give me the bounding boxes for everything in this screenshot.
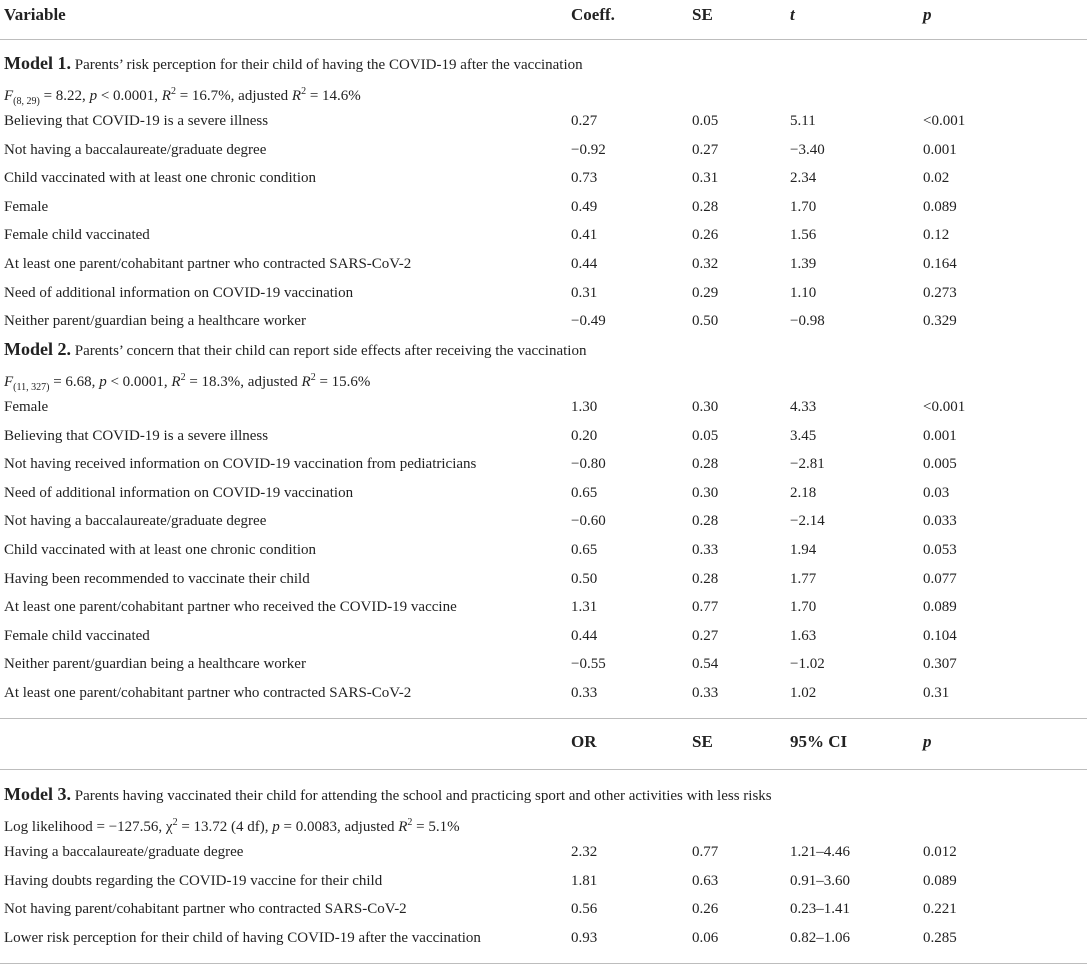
- cell-coeff: 0.44: [571, 627, 598, 644]
- cell-se: 0.28: [692, 456, 719, 473]
- header-divider: [0, 39, 1087, 40]
- cell-se: 0.26: [692, 227, 719, 244]
- cell-coeff: 1.30: [571, 399, 598, 415]
- cell-or: 1.81: [571, 872, 598, 889]
- table-row: [0, 422, 1091, 450]
- cell-p: 0.164: [923, 256, 957, 272]
- cell-se: 0.50: [692, 313, 719, 330]
- cell-p: 0.273: [923, 284, 957, 301]
- cell-p: <0.001: [923, 399, 966, 415]
- cell-coeff: −0.55: [571, 656, 606, 673]
- cell-se: 0.77: [692, 844, 719, 860]
- table-row: [0, 650, 1091, 678]
- cell-p: 0.104: [923, 627, 957, 644]
- table-row: [0, 393, 1091, 421]
- cell-t: 5.11: [790, 113, 816, 129]
- cell-variable: Female child vaccinated: [4, 227, 150, 244]
- table-row: [0, 479, 1091, 507]
- cell-se: 0.54: [692, 656, 719, 673]
- table-row: [0, 193, 1091, 221]
- table-row: [0, 565, 1091, 593]
- cell-variable: Child vaccinated with at least one chronic condition: [4, 542, 316, 558]
- table-header: [0, 0, 1091, 32]
- cell-ci: 0.91–3.60: [790, 872, 850, 889]
- cell-p: 0.077: [923, 570, 957, 587]
- cell-se: 0.28: [692, 198, 719, 215]
- header-or: OR: [571, 732, 597, 751]
- cell-t: 1.10: [790, 284, 817, 301]
- model1-title-row: [0, 49, 1091, 77]
- cell-variable: Female: [4, 399, 49, 415]
- model1-stats: $F_{(8, 29)} = 8.22$, p < 0.0001, $R^2 = 16.7\%$, adjusted $R^2 = 14.6\%$: [4, 86, 361, 107]
- cell-p: 0.033: [923, 513, 957, 530]
- cell-t: 1.70: [790, 599, 817, 616]
- table-row: [0, 107, 1091, 135]
- cell-p: 0.02: [923, 170, 950, 187]
- cell-p: 0.012: [923, 844, 957, 860]
- cell-se: 0.27: [692, 141, 719, 158]
- table-row: [0, 450, 1091, 478]
- cell-p: 0.31: [923, 685, 950, 701]
- cell-coeff: 0.27: [571, 113, 598, 129]
- table-row: [0, 593, 1091, 621]
- model1-description: Parents’ risk perception for their child of having the COVID-19 after the vaccination: [74, 57, 583, 73]
- table-row: [0, 622, 1091, 650]
- cell-se: 0.28: [692, 513, 719, 530]
- header2-divider: [0, 769, 1087, 770]
- cell-p: 0.329: [923, 313, 957, 330]
- cell-variable: Need of additional information on COVID-19 vaccination: [4, 284, 354, 301]
- cell-coeff: 0.44: [571, 256, 598, 272]
- cell-t: 2.34: [790, 170, 817, 187]
- table-row: [0, 867, 1091, 895]
- cell-variable: Neither parent/guardian being a healthcare worker: [4, 656, 306, 673]
- cell-t: 4.33: [790, 399, 817, 415]
- cell-variable: Not having received information on COVID-19 vaccination from pediatricians: [4, 456, 477, 473]
- cell-se: 0.05: [692, 113, 719, 129]
- cell-variable: At least one parent/cohabitant partner who received the COVID-19 vaccine: [4, 599, 457, 616]
- cell-p: 0.005: [923, 456, 957, 473]
- cell-p: 0.001: [923, 427, 957, 444]
- cell-se: 0.26: [692, 901, 719, 918]
- cell-variable: Having been recommended to vaccinate their child: [4, 570, 310, 587]
- table-row: [0, 679, 1091, 707]
- cell-coeff: 0.49: [571, 198, 598, 215]
- model2-stats-row: [0, 364, 1091, 392]
- model3-stats: Log likelihood = −127.56, $\chi^2 = 13.72$ (4 df), p = 0.0083, adjusted $R^2 = 5.1\%$: [4, 817, 460, 835]
- table-row: [0, 924, 1091, 952]
- cell-variable: Believing that COVID-19 is a severe illness: [4, 113, 269, 129]
- cell-coeff: 1.31: [571, 599, 598, 616]
- cell-t: 1.77: [790, 570, 817, 587]
- cell-variable: Believing that COVID-19 is a severe illness: [4, 427, 269, 444]
- cell-t: 1.70: [790, 198, 817, 215]
- cell-variable: Not having parent/cohabitant partner who contracted SARS-CoV-2: [4, 901, 407, 918]
- cell-t: 1.94: [790, 542, 817, 558]
- cell-t: −2.81: [790, 456, 825, 473]
- cell-se: 0.27: [692, 627, 719, 644]
- cell-variable: At least one parent/cohabitant partner who contracted SARS-CoV-2: [4, 685, 412, 701]
- model1-title: Model 1.: [4, 53, 71, 73]
- cell-variable: Lower risk perception for their child of having COVID-19 after the vaccination: [4, 929, 481, 946]
- cell-ci: 1.21–4.46: [790, 844, 850, 860]
- cell-coeff: −0.49: [571, 313, 606, 330]
- header-variable: Variable: [4, 5, 66, 24]
- cell-se: 0.05: [692, 427, 719, 444]
- cell-or: 2.32: [571, 844, 598, 860]
- cell-coeff: 0.33: [571, 685, 598, 701]
- cell-t: −3.40: [790, 141, 825, 158]
- cell-se: 0.32: [692, 256, 719, 272]
- cell-t: 1.39: [790, 256, 817, 272]
- cell-p: 0.089: [923, 872, 957, 889]
- cell-variable: Child vaccinated with at least one chronic condition: [4, 170, 316, 187]
- table-row: [0, 250, 1091, 278]
- cell-p: 0.001: [923, 141, 957, 158]
- table-row: [0, 838, 1091, 866]
- header-p: p: [923, 5, 932, 24]
- cell-se: 0.29: [692, 284, 719, 301]
- cell-ci: 0.23–1.41: [790, 901, 850, 918]
- cell-variable: Female: [4, 198, 49, 215]
- cell-coeff: 0.65: [571, 484, 598, 501]
- cell-coeff: −0.60: [571, 513, 606, 530]
- model3-stats-row: [0, 809, 1091, 837]
- cell-p: 0.089: [923, 198, 957, 215]
- table-row: [0, 307, 1091, 335]
- cell-t: 3.45: [790, 427, 817, 444]
- cell-se: 0.30: [692, 399, 719, 415]
- cell-variable: Neither parent/guardian being a healthcare worker: [4, 313, 306, 330]
- cell-coeff: 0.50: [571, 570, 598, 587]
- header-ci: 95% CI: [790, 732, 848, 751]
- table-row: [0, 895, 1091, 923]
- cell-t: −2.14: [790, 513, 825, 530]
- cell-t: 1.56: [790, 227, 817, 244]
- header-se-2: SE: [692, 732, 713, 751]
- cell-variable: Not having a baccalaureate/graduate degree: [4, 513, 267, 530]
- cell-variable: Having doubts regarding the COVID-19 vaccine for their child: [4, 872, 383, 889]
- cell-p: 0.221: [923, 901, 957, 918]
- model3-title: Model 3.: [4, 784, 71, 804]
- cell-se: 0.30: [692, 484, 719, 501]
- section-divider: [0, 718, 1087, 719]
- table-row: [0, 279, 1091, 307]
- model2-title-row: [0, 335, 1091, 363]
- model3-description: Parents having vaccinated their child for attending the school and practicing sport and other activities with less risks: [74, 788, 772, 804]
- model2-stats: $F_{(11, 327)} = 6.68$, p < 0.0001, $R^2 = 18.3\%$, adjusted $R^2 = 15.6\%$: [4, 372, 371, 393]
- cell-coeff: 0.20: [571, 427, 598, 444]
- model3-title-row: [0, 780, 1091, 808]
- cell-t: 1.63: [790, 627, 817, 644]
- cell-p: 0.307: [923, 656, 957, 673]
- cell-t: −0.98: [790, 313, 825, 330]
- cell-or: 0.56: [571, 901, 598, 918]
- bottom-divider: [0, 963, 1087, 964]
- cell-coeff: −0.80: [571, 456, 606, 473]
- cell-se: 0.33: [692, 685, 719, 701]
- cell-se: 0.33: [692, 542, 719, 558]
- model2-title: Model 2.: [4, 339, 71, 359]
- cell-p: 0.053: [923, 542, 957, 558]
- cell-t: 2.18: [790, 484, 817, 501]
- table-row: [0, 221, 1091, 249]
- cell-coeff: 0.73: [571, 170, 598, 187]
- cell-se: 0.28: [692, 570, 719, 587]
- table-row: [0, 136, 1091, 164]
- cell-p: 0.089: [923, 599, 957, 616]
- cell-t: 1.02: [790, 685, 817, 701]
- cell-coeff: 0.65: [571, 542, 598, 558]
- cell-or: 0.93: [571, 929, 598, 946]
- table-row: [0, 536, 1091, 564]
- cell-p: 0.285: [923, 929, 957, 946]
- cell-coeff: 0.31: [571, 284, 598, 301]
- cell-p: 0.03: [923, 484, 950, 501]
- table-row: [0, 164, 1091, 192]
- header-se: SE: [692, 5, 713, 24]
- cell-se: 0.06: [692, 929, 719, 946]
- model2-description: Parents’ concern that their child can report side effects after receiving the vaccination: [74, 343, 587, 359]
- header-p-2: p: [923, 732, 932, 751]
- cell-variable: Not having a baccalaureate/graduate degree: [4, 141, 267, 158]
- cell-coeff: −0.92: [571, 141, 606, 158]
- table-header-or: [0, 728, 1091, 756]
- table-row: [0, 507, 1091, 535]
- cell-se: 0.63: [692, 872, 719, 889]
- cell-p: <0.001: [923, 113, 966, 129]
- cell-coeff: 0.41: [571, 227, 598, 244]
- cell-t: −1.02: [790, 656, 825, 673]
- cell-variable: Female child vaccinated: [4, 627, 150, 644]
- cell-ci: 0.82–1.06: [790, 929, 850, 946]
- cell-se: 0.77: [692, 599, 719, 616]
- cell-variable: At least one parent/cohabitant partner who contracted SARS-CoV-2: [4, 256, 412, 272]
- cell-se: 0.31: [692, 170, 719, 187]
- header-t: t: [790, 5, 795, 24]
- model1-stats-row: [0, 78, 1091, 106]
- cell-variable: Having a baccalaureate/graduate degree: [4, 844, 244, 860]
- cell-p: 0.12: [923, 227, 950, 244]
- header-coeff: Coeff.: [571, 5, 615, 24]
- cell-variable: Need of additional information on COVID-19 vaccination: [4, 484, 354, 501]
